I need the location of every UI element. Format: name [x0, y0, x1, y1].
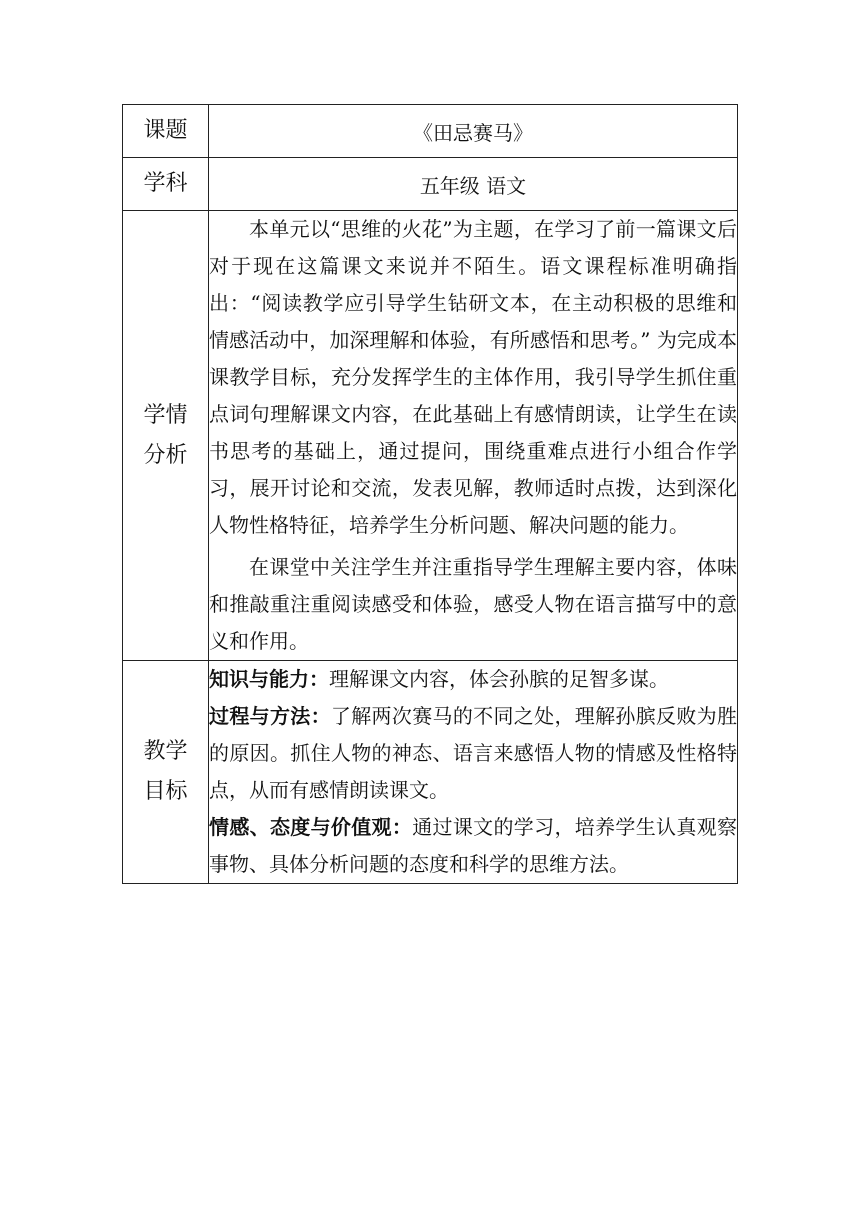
goals-label-line2: 目标 [143, 779, 188, 804]
analysis-label-line2: 分析 [143, 442, 188, 468]
goal-heading: 情感、态度与价值观： [209, 815, 413, 839]
goal-item-emotion [209, 809, 737, 883]
goals-content [209, 661, 738, 884]
analysis-label-line1: 学情 [143, 402, 188, 428]
goal-text: 了解两次赛马的不同之处，理解孙膑反败为胜的原因。抓住人物的神态、语言来感悟人物的情感及性格特点，从而有感情朗读课文。 [209, 704, 738, 802]
goals-row [123, 661, 738, 884]
goal-text: 理解课文内容，体会孙膑的足智多谋。 [329, 667, 669, 691]
goals-label-line1: 教学 [143, 739, 188, 764]
goals-label [123, 661, 209, 884]
goal-heading: 过程与方法： [209, 704, 331, 728]
title-label: 课题 [123, 105, 209, 158]
lesson-plan-table [122, 104, 738, 884]
subject-value: 五年级 语文 [209, 158, 738, 211]
analysis-paragraph: 本单元以“思维的火花”为主题，在学习了前一篇课文后对于现在这篇课文来说并不陌生。语文课程标准明确指出：“阅读教学应引导学生钻研文本，在主动积极的思维和情感活动中，加深理解和体验，有所感悟和思考。” 为完成本课教学目标，充分发挥学生的主体作用，我引导学生抓住重点词句理解课文内容，在此基础上有感情朗读，让学生在读书思考的基础上，通过提问，围绕重难点进行小组合作学习，展开讨论和交流，发表见解，教师适时点拨，达到深化人物性格特征，培养学生分析问题、解决问题的能力。 [209, 217, 737, 537]
goal-item-process [209, 698, 737, 809]
analysis-paragraph: 在课堂中关注学生并注重指导学生理解主要内容，体味和推敲重注重阅读感受和体验，感受人物在语言描写中的意义和作用。 [209, 555, 737, 653]
goal-text: 通过课文的学习，培养学生认真观察事物、具体分析问题的态度和科学的思维方法。 [209, 815, 738, 876]
goal-heading: 知识与能力： [209, 667, 329, 691]
subject-label: 学科 [123, 158, 209, 211]
analysis-label [123, 211, 209, 661]
goal-item-knowledge [209, 661, 737, 698]
subject-row [123, 158, 738, 211]
title-row [123, 105, 738, 158]
analysis-row [123, 211, 738, 661]
analysis-content [209, 211, 738, 661]
title-value: 《田忌赛马》 [209, 105, 738, 158]
